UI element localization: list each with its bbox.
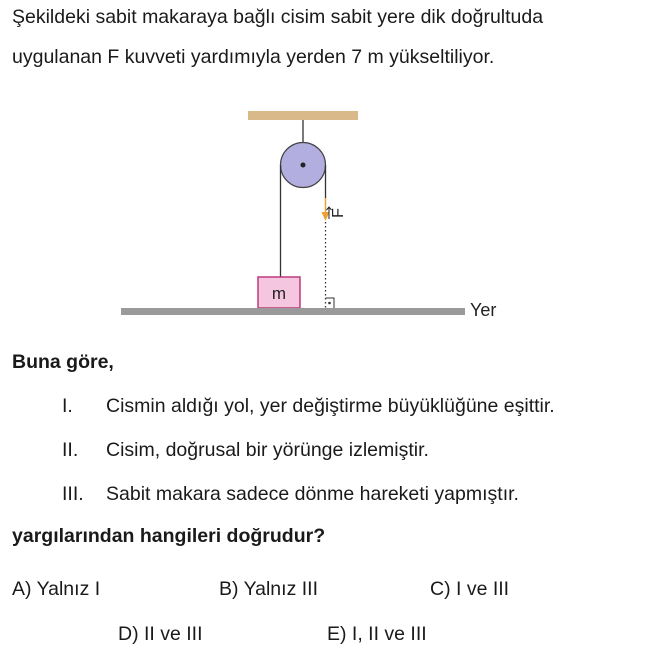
ground-label: Yer bbox=[470, 300, 497, 320]
right-angle-dot bbox=[328, 302, 331, 305]
force-arrow-head bbox=[322, 212, 330, 221]
mass-label: m bbox=[271, 284, 287, 303]
force-label bbox=[327, 207, 348, 219]
force-label-text: F bbox=[330, 208, 347, 218]
statement-text-3: Sabit makara sadece dönme hareketi yapmıştır. bbox=[106, 483, 519, 505]
statement-number-1: I. bbox=[62, 395, 73, 417]
ground-bar bbox=[121, 308, 465, 315]
statement-text-2: Cisim, doğrusal bir yörünge izlemiştir. bbox=[106, 439, 429, 461]
question-intro-line2: uygulanan F kuvveti yardımıyla yerden 7 m yükseltiliyor. bbox=[12, 46, 495, 68]
option-d[interactable]: D) II ve III bbox=[118, 623, 203, 645]
statement-text-1: Cismin aldığı yol, yer değiştirme büyüklüğüne eşittir. bbox=[106, 395, 555, 417]
pulley-axle bbox=[301, 163, 306, 168]
lead-text: Buna göre, bbox=[12, 351, 114, 373]
statement-number-3: III. bbox=[62, 483, 84, 505]
question-intro-line1: Şekildeki sabit makaraya bağlı cisim sabit yere dik doğrultuda bbox=[12, 6, 544, 28]
question-prompt: yargılarından hangileri doğrudur? bbox=[12, 525, 326, 547]
option-a[interactable]: A) Yalnız I bbox=[12, 578, 101, 600]
ceiling-bar bbox=[248, 111, 358, 120]
statement-number-2: II. bbox=[62, 439, 79, 461]
option-c[interactable]: C) I ve III bbox=[430, 578, 510, 600]
pulley-figure bbox=[110, 100, 530, 330]
option-b[interactable]: B) Yalnız III bbox=[219, 578, 318, 600]
option-e[interactable]: E) I, II ve III bbox=[327, 623, 427, 645]
